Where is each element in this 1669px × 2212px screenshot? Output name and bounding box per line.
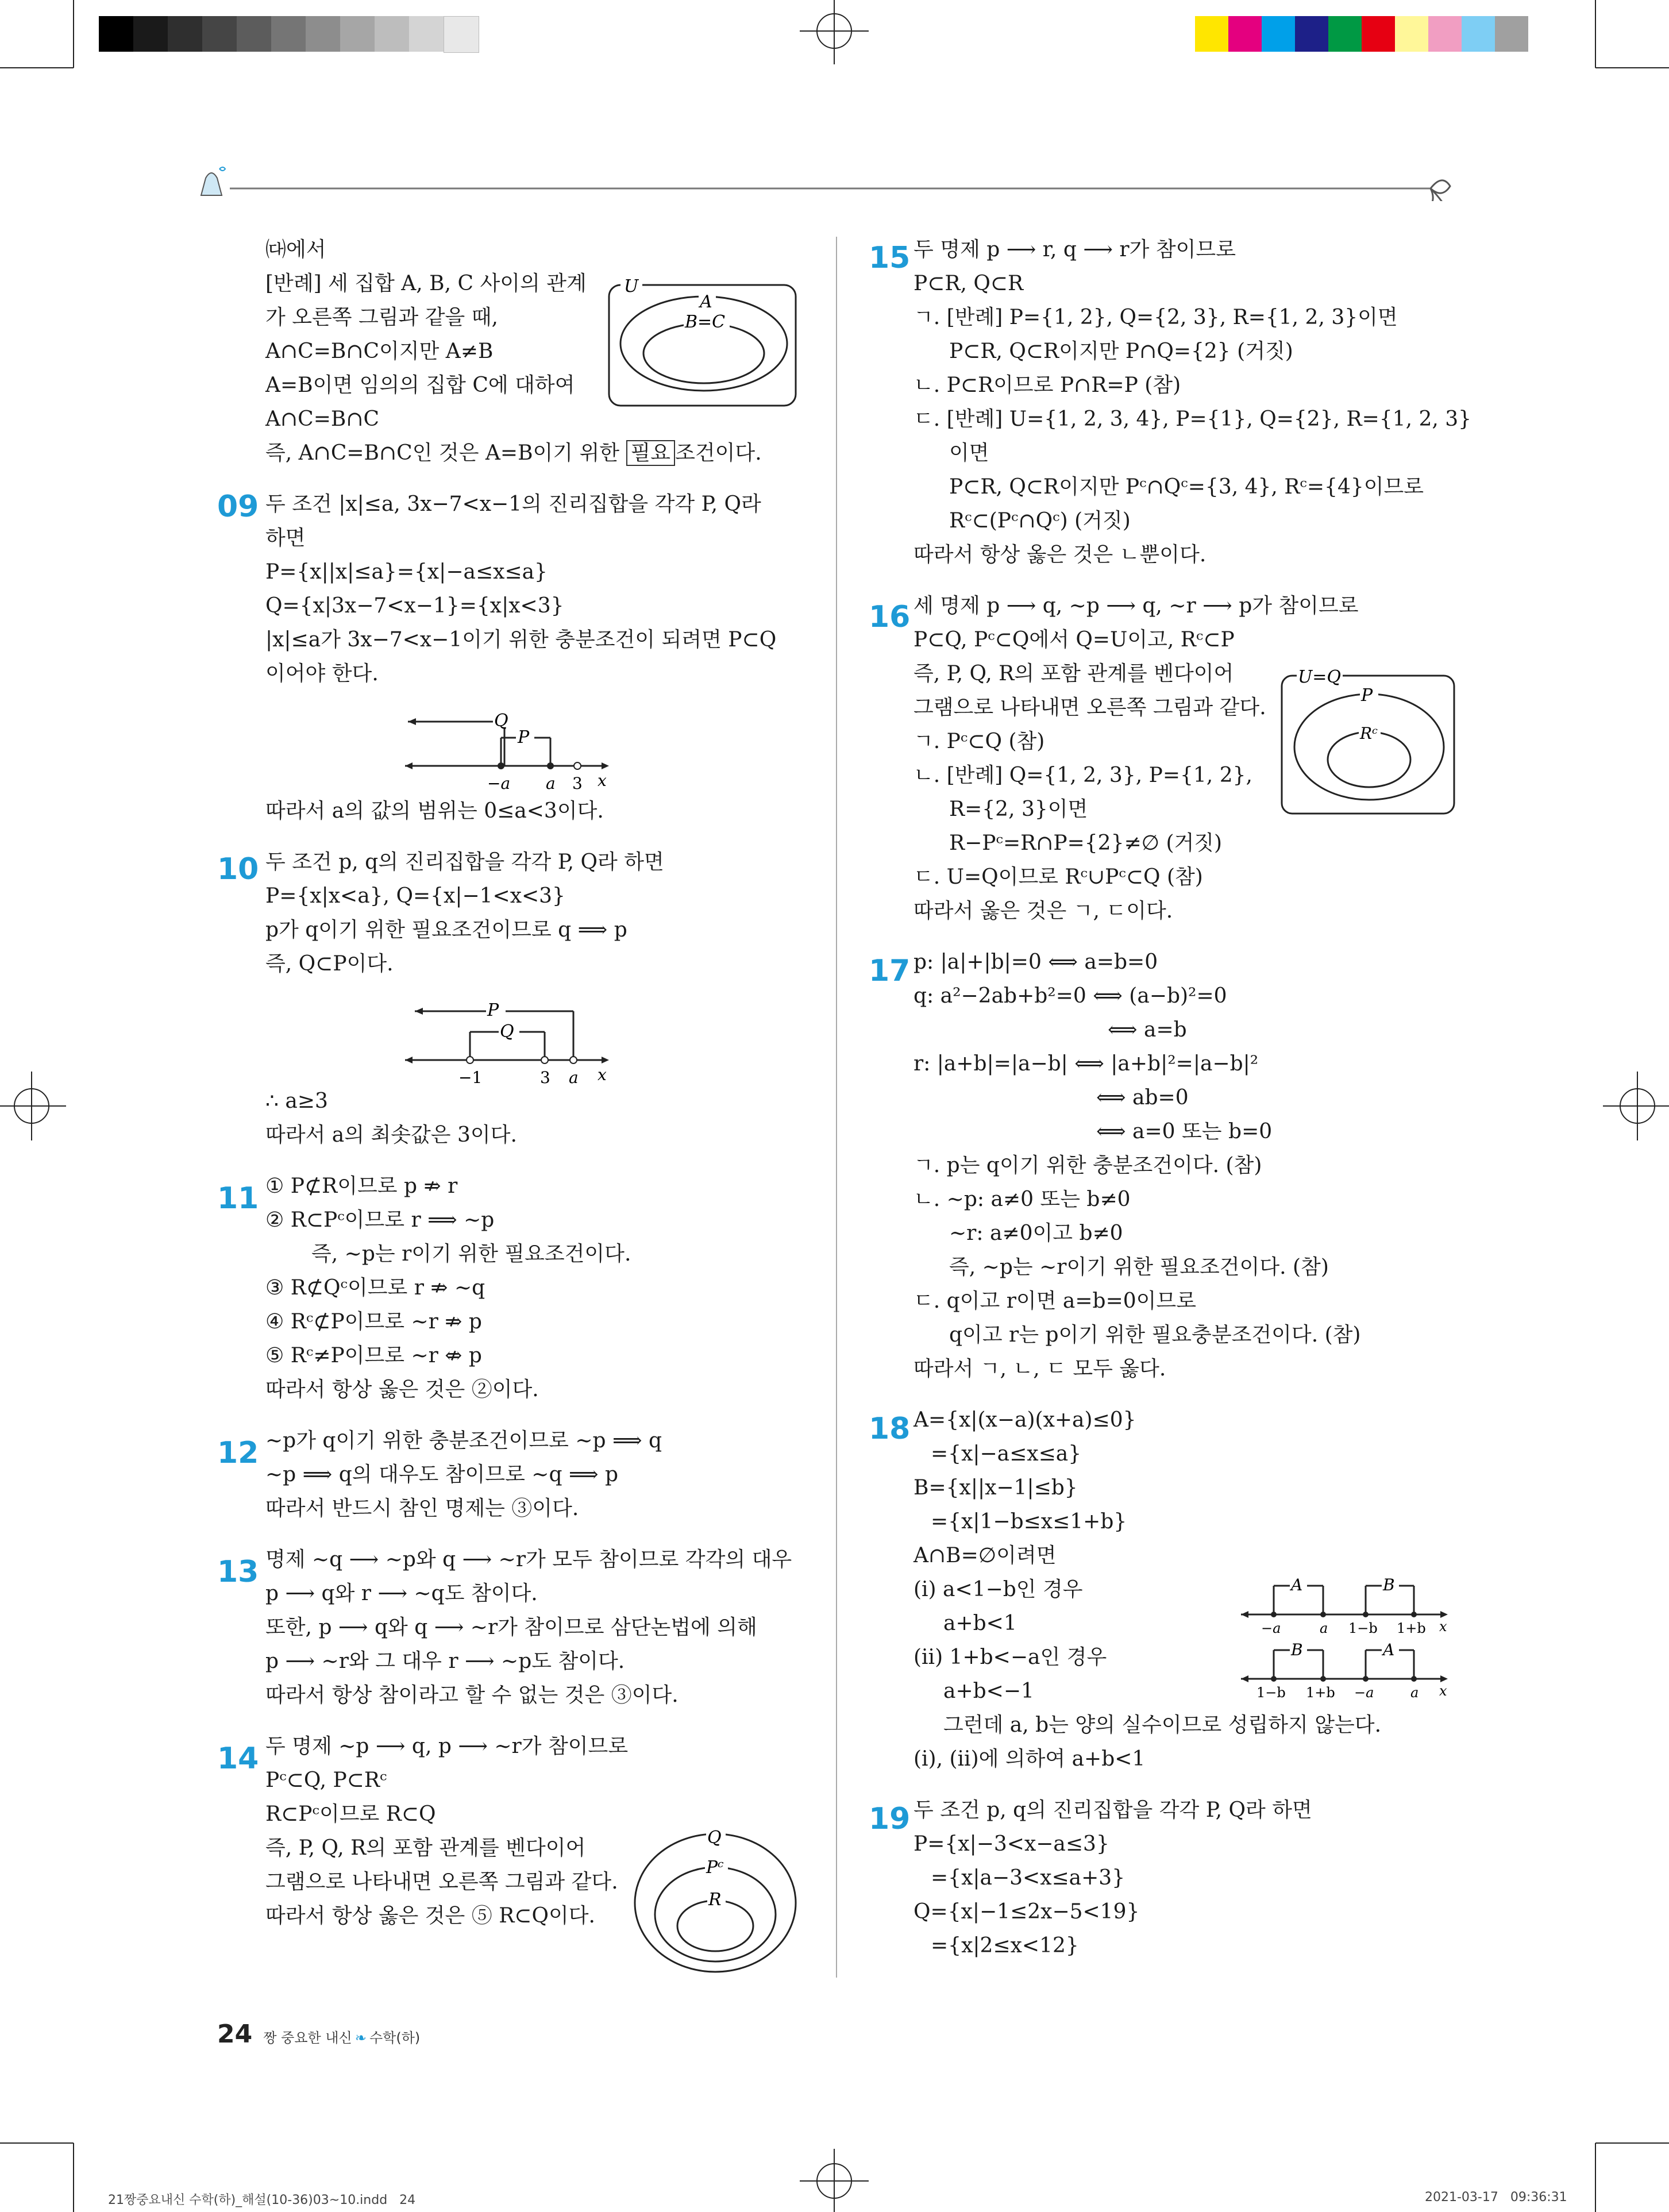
question-number: 18 (869, 1412, 911, 1446)
q09-line: |x|≤a가 3x−7<x−1이기 위한 충분조건이 되려면 P⊂Q (265, 628, 777, 652)
question-number: 14 (217, 1741, 259, 1776)
book-title: 짱 중요한 내신 (263, 2030, 352, 2046)
column-divider (836, 237, 837, 1978)
q16-line: R−Pᶜ=R∩P={2}≠∅ (거짓) (949, 831, 1223, 855)
q19-line: ={x|2≤x<12} (931, 1934, 1079, 1957)
intro-line: A∩C=B∩C이지만 A≠B (265, 340, 494, 363)
intro-conclusion (265, 436, 800, 470)
q16-line: ㄷ. U=Q이므로 Rᶜ∪Pᶜ⊂Q (참) (913, 865, 1203, 889)
q18-line: a+b<1 (943, 1612, 1017, 1635)
venn-label-rc: Rᶜ (1360, 724, 1378, 743)
q10-conclusion: 따라서 a의 최솟값은 3이다. (265, 1123, 517, 1147)
q15-line: ㄱ. [반례] P={1, 2}, Q={2, 3}, R={1, 2, 3}이면 (913, 306, 1398, 329)
nl-label: A (1291, 1575, 1303, 1594)
venn-label-a: A (700, 292, 712, 312)
q14-line: 즉, P, Q, R의 포함 관계를 벤다이어 (265, 1836, 586, 1860)
ribbon-icon (1428, 180, 1450, 201)
q09-line: 두 조건 |x|≤a, 3x−7<x−1의 진리집합을 각각 P, Q라 (265, 492, 761, 516)
q11-line: 따라서 항상 옳은 것은 ②이다. (265, 1378, 539, 1401)
intro-line: [반례] 세 집합 A, B, C 사이의 관계 (265, 272, 587, 295)
q17-line: ㄱ. p는 q이기 위한 충분조건이다. (참) (913, 1154, 1262, 1177)
q17-line: q이고 r는 p이기 위한 필요충분조건이다. (참) (949, 1323, 1361, 1347)
q19-line: 두 조건 p, q의 진리집합을 각각 P, Q라 하면 (913, 1798, 1312, 1822)
q19-line: Q={x|−1≤2x−5<19} (913, 1900, 1140, 1924)
nl-axis: x (598, 771, 607, 790)
q10-line: p가 q이기 위한 필요조건이므로 q ⟹ p (265, 918, 627, 942)
number-line-q18-case2 (1238, 1637, 1456, 1701)
q13-line: p ⟶ ∼r와 그 대우 r ⟶ ∼p도 참이다. (265, 1650, 625, 1673)
q10-line: 두 조건 p, q의 진리집합을 각각 P, Q라 하면 (265, 850, 664, 874)
q17-line: ⟺ a=b (1108, 1018, 1187, 1042)
q10-conclusion: ∴ a≥3 (265, 1089, 328, 1113)
nl-label: A (1383, 1640, 1395, 1659)
nl-tick: a (1410, 1685, 1419, 1701)
question-number: 13 (217, 1555, 259, 1589)
header-rule (190, 161, 1465, 201)
q18-line: 그런데 a, b는 양의 실수이므로 성립하지 않는다. (943, 1713, 1382, 1737)
nl-tick: 1+b (1306, 1685, 1335, 1701)
q16-line: ㄴ. [반례] Q={1, 2, 3}, P={1, 2}, (913, 764, 1252, 787)
venn-label-uq: U=Q (1298, 667, 1342, 687)
q17-line: q: a²−2ab+b²=0 ⟺ (a−b)²=0 (913, 984, 1227, 1008)
q14-line: Pᶜ⊂Q, P⊂Rᶜ (265, 1768, 387, 1792)
q13-line: 따라서 항상 참이라고 할 수 없는 것은 ③이다. (265, 1683, 679, 1707)
q18-line: (ⅱ) 1+b<−a인 경우 (913, 1645, 1107, 1669)
q14-line: 두 명제 ∼p ⟶ q, p ⟶ ∼r가 참이므로 (265, 1735, 629, 1758)
question-number: 11 (217, 1181, 259, 1216)
right-column (913, 233, 1472, 1963)
q13-line: 명제 ∼q ⟶ ∼p와 q ⟶ ∼r가 모두 참이므로 각각의 대우 (265, 1548, 792, 1571)
nl-tick: −1 (458, 1068, 483, 1087)
slug-filename: 21짱중요내신 수학(하)_해설(10-36)03~10.indd 24 (108, 2193, 416, 2207)
intro-line: 가 오른쪽 그림과 같을 때, (265, 306, 498, 329)
q12-line: ∼p가 q이기 위한 충분조건이므로 ∼p ⟹ q (265, 1429, 662, 1452)
q18-line: ={x|−a≤x≤a} (931, 1442, 1082, 1466)
nl-tick: 1−b (1256, 1685, 1286, 1701)
nl-label: P (487, 1000, 499, 1020)
q16-line: 세 명제 p ⟶ q, ∼p ⟶ q, ∼r ⟶ p가 참이므로 (913, 594, 1359, 618)
venn-diagram-q16 (1278, 666, 1462, 822)
q14-line: 따라서 항상 옳은 것은 ⑤ R⊂Q이다. (265, 1904, 595, 1928)
q09-line: 이어야 한다. (265, 662, 379, 685)
q11-line: ③ R⊄Qᶜ이므로 r ⇏ ∼q (265, 1276, 485, 1300)
venn-label-pc: Pᶜ (706, 1858, 724, 1878)
q17-line: r: |a+b|=|a−b| ⟺ |a+b|²=|a−b|² (913, 1052, 1259, 1076)
q15-line: 따라서 항상 옳은 것은 ㄴ뿐이다. (913, 543, 1207, 567)
q10-line: 즉, Q⊂P이다. (265, 952, 394, 976)
q18-line: A={x|(x−a)(x+a)≤0} (913, 1408, 1136, 1432)
question-number: 19 (869, 1802, 911, 1836)
question-number: 15 (869, 241, 911, 275)
answer-box: 필요 (626, 440, 676, 466)
nl-tick: a (546, 774, 556, 793)
intro-conclusion-b: 조건이다. (675, 441, 762, 465)
nl-tick: 1+b (1397, 1620, 1426, 1635)
venn-label-r: R (708, 1890, 722, 1910)
q12-line: 따라서 반드시 참인 명제는 ③이다. (265, 1497, 579, 1520)
q18-line: B={x||x−1|≤b} (913, 1476, 1078, 1500)
q10-line: P={x|x<a}, Q={x|−1<x<3} (265, 884, 565, 908)
venn-label-u: U (624, 276, 639, 296)
nl-tick: −a (1354, 1685, 1374, 1701)
q11-line: ② R⊂Pᶜ이므로 r ⟹ ∼p (265, 1208, 495, 1232)
q13-line: p ⟶ q와 r ⟶ ∼q도 참이다. (265, 1582, 538, 1605)
q16-line: 그램으로 나타내면 오른쪽 그림과 같다. (913, 696, 1266, 719)
q15-line: ㄷ. [반례] U={1, 2, 3, 4}, P={1}, Q={2}, R={1, 2, 3} (913, 407, 1472, 431)
bell-icon (201, 167, 225, 195)
nl-tick: −a (487, 774, 511, 793)
q19-line: ={x|a−3<x≤a+3} (931, 1866, 1125, 1890)
venn-label-p: P (1361, 685, 1373, 706)
nl-axis: x (1439, 1683, 1447, 1699)
q17-line: ⟺ ab=0 (1096, 1086, 1189, 1109)
page-number: 24 (217, 2020, 253, 2049)
question-number: 09 (217, 490, 259, 524)
q17-line: ㄴ. ∼p: a≠0 또는 b≠0 (913, 1188, 1131, 1211)
nl-tick: 1−b (1348, 1620, 1378, 1635)
nl-tick: 3 (572, 774, 583, 793)
q16-line: ㄱ. Pᶜ⊂Q (참) (913, 730, 1045, 753)
q14-line: 그램으로 나타내면 오른쪽 그림과 같다. (265, 1870, 618, 1894)
nl-label: P (518, 727, 530, 747)
slug-timestamp: 2021-03-17 09:36:31 (1425, 2190, 1567, 2205)
q11-line: 즉, ∼p는 r이기 위한 필요조건이다. (311, 1242, 631, 1266)
q14-line: R⊂Pᶜ이므로 R⊂Q (265, 1802, 436, 1826)
q17-line: ∼r: a≠0이고 b≠0 (949, 1221, 1123, 1245)
intro-conclusion-a: 즉, A∩C=B∩C인 것은 A=B이기 위한 (265, 441, 626, 465)
question-number: 12 (217, 1436, 259, 1470)
q15-line: P⊂R, Q⊂R이지만 Pᶜ∩Qᶜ={3, 4}, Rᶜ={4}이므로 (949, 475, 1424, 499)
q13-line: 또한, p ⟶ q와 q ⟶ ∼r가 참이므로 삼단논법에 의해 (265, 1616, 757, 1639)
venn-label-q: Q (707, 1828, 722, 1848)
question-number: 10 (217, 852, 259, 887)
q18-line: A∩B=∅이려면 (913, 1544, 1057, 1567)
q16-line: R={2, 3}이면 (949, 797, 1088, 821)
q15-line: 두 명제 p ⟶ r, q ⟶ r가 참이므로 (913, 238, 1236, 261)
q09-line: Q={x|3x−7<x−1}={x|x<3} (265, 594, 564, 618)
q16-line: 즉, P, Q, R의 포함 관계를 벤다이어 (913, 662, 1234, 685)
q18-line: (ⅰ), (ⅱ)에 의하여 a+b<1 (913, 1747, 1146, 1771)
number-line-q10 (402, 994, 620, 1089)
q18-line: (ⅰ) a<1−b인 경우 (913, 1578, 1083, 1601)
page-footer (217, 2020, 420, 2049)
q18-line: a+b<−1 (943, 1679, 1034, 1703)
q17-line: 즉, ∼p는 ∼r이기 위한 필요조건이다. (참) (949, 1255, 1329, 1279)
question-number: 17 (869, 954, 911, 988)
venn-diagram-q14 (629, 1827, 801, 1982)
nl-tick: 3 (540, 1068, 550, 1087)
venn-diagram-intro (603, 276, 804, 414)
intro-line: A=B이면 임의의 집합 C에 대하여 (265, 373, 575, 397)
q11-line: ① P⊄R이므로 p ⇏ r (265, 1174, 458, 1198)
nl-label: B (1291, 1640, 1303, 1659)
q09-line: P={x||x|≤a}={x|−a≤x≤a} (265, 560, 548, 584)
q19-line: P={x|−3<x−a≤3} (913, 1832, 1109, 1856)
intro-line: ㈐에서 (265, 238, 326, 261)
q17-line: 따라서 ㄱ, ㄴ, ㄷ 모두 옳다. (913, 1357, 1166, 1381)
venn-label-bc: B=C (685, 312, 726, 332)
q15-line: Rᶜ⊂(Pᶜ∩Qᶜ) (거짓) (949, 509, 1131, 533)
q12-line: ∼p ⟹ q의 대우도 참이므로 ∼q ⟹ p (265, 1463, 619, 1486)
q18-line: ={x|1−b≤x≤1+b} (931, 1510, 1127, 1533)
q15-line: 이면 (949, 441, 989, 465)
q15-line: P⊂R, Q⊂R이지만 P∩Q={2} (거짓) (949, 340, 1293, 363)
number-line-q09 (402, 700, 620, 795)
q11-line: ⑤ Rᶜ≠P이므로 ∼r ⇎ p (265, 1344, 482, 1367)
q15-line: ㄴ. P⊂R이므로 P∩R=P (참) (913, 373, 1181, 397)
q11-line: ④ Rᶜ⊄P이므로 ∼r ⇏ p (265, 1310, 482, 1334)
nl-tick: a (1320, 1620, 1328, 1635)
leaf-icon: ❧ (354, 2030, 367, 2046)
intro-line: A∩C=B∩C (265, 407, 380, 431)
subject-label: 수학(하) (369, 2030, 421, 2046)
q17-line: p: |a|+|b|=0 ⟺ a=b=0 (913, 950, 1158, 974)
nl-label: Q (500, 1022, 514, 1042)
nl-label: B (1383, 1575, 1395, 1594)
nl-axis: x (598, 1065, 607, 1084)
nl-tick: −a (1261, 1620, 1281, 1635)
q09-line: 하면 (265, 526, 306, 550)
nl-label: Q (494, 711, 508, 731)
q09-conclusion: 따라서 a의 값의 범위는 0≤a<3이다. (265, 799, 604, 823)
q16-line: P⊂Q, Pᶜ⊂Q에서 Q=U이고, Rᶜ⊂P (913, 628, 1235, 652)
number-line-q18-case1 (1238, 1571, 1456, 1635)
q17-line: ⟺ a=0 또는 b=0 (1096, 1120, 1273, 1143)
nl-axis: x (1439, 1618, 1447, 1635)
nl-tick: a (569, 1068, 579, 1087)
q16-line: 따라서 옳은 것은 ㄱ, ㄷ이다. (913, 899, 1173, 923)
q15-line: P⊂R, Q⊂R (913, 272, 1024, 295)
q17-line: ㄷ. q이고 r이면 a=b=0이므로 (913, 1289, 1196, 1313)
question-number: 16 (869, 600, 911, 634)
